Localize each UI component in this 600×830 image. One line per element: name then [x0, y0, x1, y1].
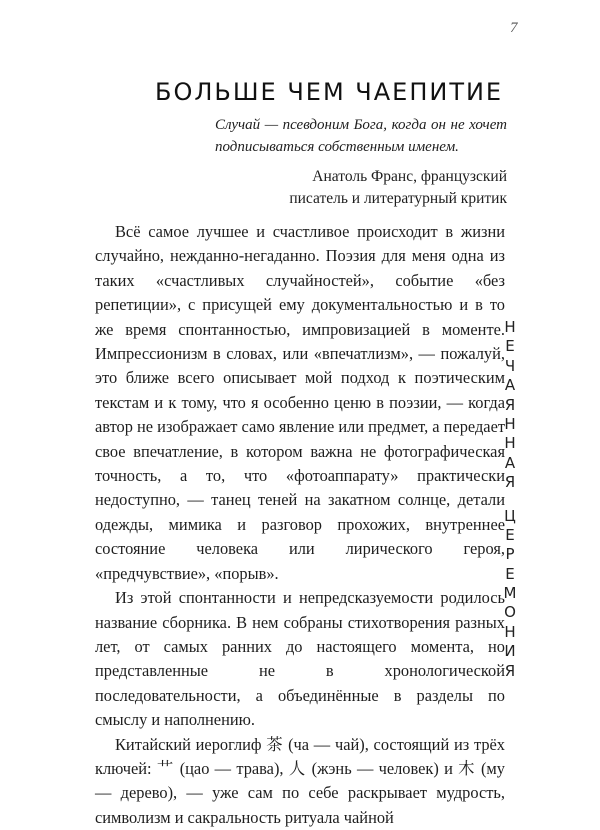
- side-title-gap: [500, 493, 520, 507]
- side-title-word2: [500, 507, 520, 682]
- side-title-letter: Ч: [504, 356, 516, 375]
- side-title-letter: Е: [505, 337, 515, 356]
- epigraph-author-line1: Анатоль Франс, французский: [312, 168, 507, 185]
- side-title-letter: А: [504, 376, 516, 395]
- side-title-letter: Н: [504, 434, 516, 453]
- paragraph-1: Всё самое лучшее и счастливое происходит в жизни случайно, нежданно-негаданно. Поэзия для меня одна из таких «счастливых случайностей», событие «без репетиции», с присущей ему документальностью и в то же время спонтанностью, импровизацией в моменте. Импрессионизм в словах, или «впечатлизм», — пожалуй, это ближе всего описывает мой подход к поэтическим текстам и к тому, что я особенно ценю в поэзии, — когда автор не изображает само явление или предмет, а передает свое впечатление, в котором важна не фотографическая точность, а то, что «фотоаппарату» практически недоступно, — танец теней на закатном солнце, детали одежды, мимика и разговор прохожих, внутреннее состояние человека или лирического героя, «предчувствие», «порыв».: [95, 222, 506, 583]
- side-title-letter: Е: [505, 525, 515, 544]
- paragraph-3: Китайский иероглиф 茶 (ча — чай), состоящий из трёх ключей: 艹 (цао — трава), 人 (жэнь — человек) и 木 (му — дерево), — уже сам по себе раскрывает мудрость, символизм и сакральность ритуала чайной: [95, 734, 505, 827]
- side-title-word1: [500, 318, 520, 493]
- paragraph-2: Из этой спонтанности и непредсказуемости родилось название сборника. В нем собраны стихотворения разных лет, от самых ранних до настоящего момента, но представленные не в хронологической последовательности, а объединённые в разделы по смыслу и наполнению.: [95, 588, 505, 730]
- chapter-title: БОЛЬШЕ ЧЕМ ЧАЕПИТИЕ: [155, 78, 504, 107]
- side-title-letter: Я: [504, 473, 516, 492]
- side-title-letter: Н: [504, 318, 516, 336]
- side-title-letter: Р: [505, 545, 515, 564]
- body-text: [95, 220, 505, 830]
- side-running-title: [500, 318, 520, 681]
- side-title-letter: Н: [504, 414, 516, 433]
- epigraph-author: [215, 166, 507, 210]
- side-title-letter: Я: [504, 661, 516, 680]
- epigraph: [215, 114, 507, 210]
- side-title-letter: А: [504, 453, 516, 472]
- side-title-letter: О: [504, 603, 516, 622]
- epigraph-quote: Случай — псевдоним Бога, когда он не хочет подписываться собственным именем.: [215, 117, 507, 155]
- page-number: 7: [510, 20, 518, 36]
- epigraph-author-line2: писатель и литературный критик: [289, 190, 507, 207]
- side-title-letter: Е: [505, 564, 515, 583]
- side-title-letter: Н: [504, 622, 516, 641]
- side-title-letter: Я: [504, 395, 516, 414]
- side-title-letter: И: [504, 642, 516, 661]
- side-title-letter: Ц: [504, 506, 516, 525]
- side-title-letter: М: [503, 584, 517, 603]
